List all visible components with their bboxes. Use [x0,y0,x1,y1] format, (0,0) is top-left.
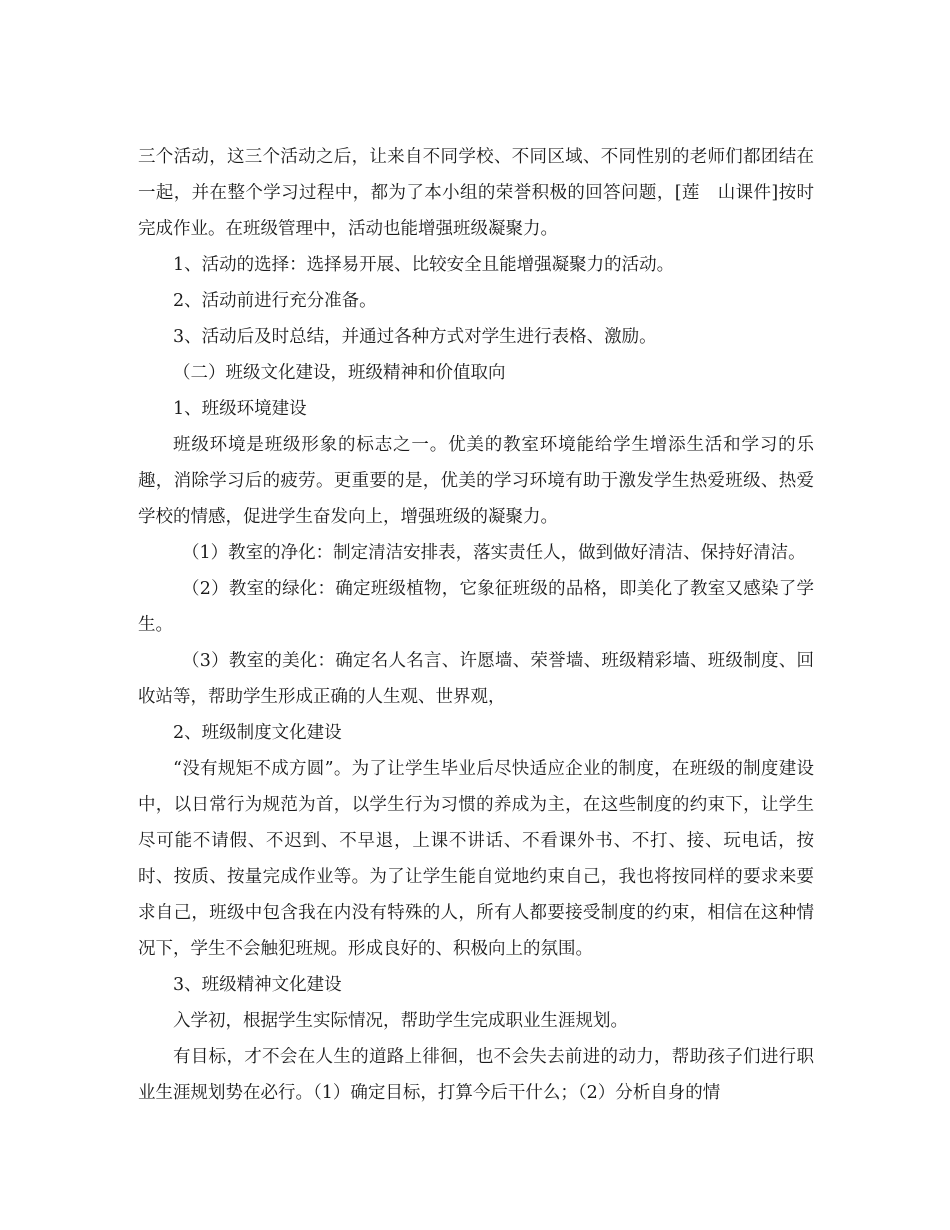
subheading-class-environment: 1、班级环境建设 [173,399,307,419]
list-item-activity-summary: 3、活动后及时总结，并通过各种方式对学生进行表格、激励。 [173,327,657,347]
section-heading-class-culture: （二）班级文化建设，班级精神和价值取向 [173,363,506,383]
paragraph-career-planning-goals: 有目标，才不会在人生的道路上徘徊，也不会失去前进的动力，帮助孩子们进行职业生涯规划势在必行。（1）确定目标，打算今后干什么；（2）分析自身的情 [138,1047,814,1103]
list-item-activity-preparation: 2、活动前进行充分准备。 [173,291,377,311]
document-body [138,139,814,1111]
paragraph-career-planning-intro: 入学初，根据学生实际情况，帮助学生完成职业生涯规划。 [173,1011,628,1031]
subheading-class-rules: 2、班级制度文化建设 [173,723,342,743]
paragraph-activities-summary: 三个活动，这三个活动之后，让来自不同学校、不同区域、不同性别的老师们都团结在一起，并在整个学习过程中，都为了本小组的荣誉积极的回答问题，[莲 山课件]按时完成作业。在班级管理中，活动也能增强班级凝聚力。 [138,147,814,239]
paragraph-class-environment: 班级环境是班级形象的标志之一。优美的教室环境能给学生增添生活和学习的乐趣，消除学习后的疲劳。更重要的是，优美的学习环境有助于激发学生热爱班级、热爱学校的情感，促进学生奋发向上，增强班级的凝聚力。 [138,435,814,527]
list-item-activity-selection: 1、活动的选择：选择易开展、比较安全且能增强凝聚力的活动。 [173,255,675,275]
paragraph-class-rules: “没有规矩不成方圆”。为了让学生毕业后尽快适应企业的制度，在班级的制度建设中，以日常行为规范为首，以学生行为习惯的养成为主，在这些制度的约束下，让学生尽可能不请假、不迟到、不早退，上课不讲话、不看课外书、不打、接、玩电话，按时、按质、按量完成作业等。为了让学生能自觉地约束自己，我也将按同样的要求来要求自己，班级中包含我在内没有特殊的人，所有人都要接受制度的约束，相信在这种情况下，学生不会触犯班规。形成良好的、积极向上的氛围。 [138,759,814,959]
list-item-classroom-cleaning: （1）教室的净化：制定清洁安排表，落实责任人，做到做好清洁、保持好清洁。 [182,543,806,563]
list-item-classroom-beautifying: （3）教室的美化：确定名人名言、许愿墙、荣誉墙、班级精彩墙、班级制度、回收站等，帮助学生形成正确的人生观、世界观， [138,651,814,707]
subheading-class-spirit: 3、班级精神文化建设 [173,975,342,995]
list-item-classroom-greening: （2）教室的绿化：确定班级植物，它象征班级的品格，即美化了教室又感染了学生。 [138,579,814,635]
